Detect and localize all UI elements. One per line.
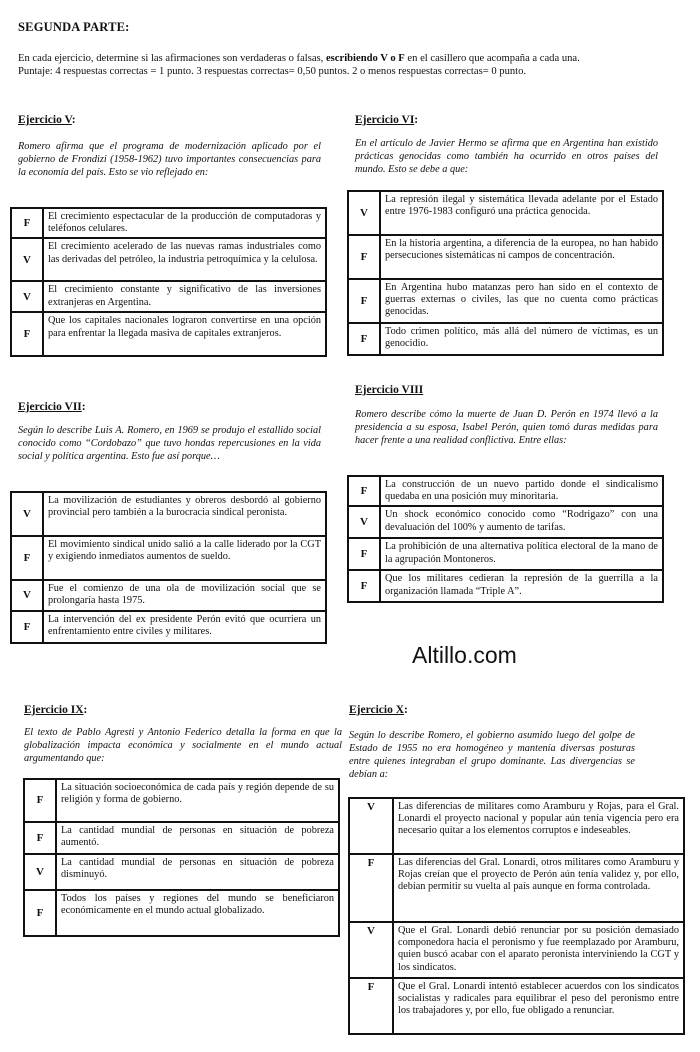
answer-cell[interactable]: V — [11, 492, 43, 536]
table-row — [348, 279, 663, 323]
statement-cell: En Argentina hubo matanzas pero han sido en el contexto de guerras externas o civiles, las que no cuenta como prácticas genocidas. — [380, 279, 663, 323]
statement-cell: El crecimiento espectacular de la producción de computadoras y teléfonos celulares. — [43, 208, 326, 238]
statement-cell: La intervención del ex presidente Perón evitó que ocurriera un enfrentamiento entre civiles y militares. — [43, 611, 326, 643]
answer-cell[interactable]: F — [11, 536, 43, 580]
exercise-vii-heading: Ejercicio VII: — [18, 401, 86, 413]
table-row — [11, 238, 326, 281]
answer-cell[interactable]: V — [24, 854, 56, 890]
table-row — [24, 779, 339, 822]
table-row — [11, 580, 326, 611]
table-row — [11, 611, 326, 643]
exercise-vii-intro: Según lo describe Luis A. Romero, en 1969 se produjo el estallido social conocido como “Cordobazo” que tuvo hondas repercusiones en la vida social y política argentina. Esto fue así porque… — [18, 425, 321, 462]
answer-cell[interactable]: F — [348, 476, 380, 506]
answer-cell[interactable]: F — [11, 208, 43, 238]
answer-cell[interactable]: F — [11, 312, 43, 356]
table-row — [348, 570, 663, 602]
exercise-vi-intro: En el artículo de Javier Hermo se afirma que en Argentina han existido prácticas genocidas como también ha ocurrido en otros países del mundo. Esto se debe a que: — [355, 138, 658, 175]
statement-cell: La cantidad mundial de personas en situación de pobreza disminuyó. — [56, 854, 339, 890]
statement-cell: Que el Gral. Lonardi intentó establecer acuerdos con los sindicatos socialistas y radicales para equilibrar el peso del peronismo entre los trabajadores y, por ello, fue obligado a renunciar. — [393, 978, 684, 1034]
instructions — [18, 52, 648, 78]
statement-cell: La cantidad mundial de personas en situación de pobreza aumentó. — [56, 822, 339, 854]
exercise-viii-table — [347, 475, 664, 603]
answer-cell[interactable]: F — [348, 235, 380, 279]
exercise-v-table — [10, 207, 327, 357]
table-row — [348, 476, 663, 506]
exercise-vii-table — [10, 491, 327, 644]
statement-cell: Que el Gral. Lonardi debió renunciar por su posición demasiado componedora hacia el peronismo y fue reemplazado por Aramburu, quien buscó acabar con el aparato peronista interviniendo la CGT y los sindicatos. — [393, 922, 684, 978]
exercise-x-intro: Según lo describe Romero, el gobierno asumido luego del golpe de Estado de 1955 no era homogéneo y mantenía diversas posturas entre quienes integraban el grupo dominante. Las divergencias se debían a: — [349, 730, 635, 780]
exercise-vi-heading: Ejercicio VI: — [355, 114, 419, 126]
exercise-v-heading: Ejercicio V: — [18, 114, 76, 126]
answer-cell[interactable]: F — [348, 323, 380, 355]
statement-cell: Un shock económico conocido como “Rodrigazo” con una devaluación del 100% y aumento de tarifas. — [380, 506, 663, 538]
page-title: SEGUNDA PARTE: — [18, 20, 130, 34]
answer-cell[interactable]: V — [348, 191, 380, 235]
table-row — [11, 208, 326, 238]
table-row — [349, 854, 684, 922]
statement-cell: Las diferencias del Gral. Lonardi, otros militares como Aramburu y Rojas creían que el proyecto de Perón aún tenía validez y, por ello, debían permitir su vuelta al país aunque en forma controlada. — [393, 854, 684, 922]
statement-cell: La represión ilegal y sistemática llevada adelante por el Estado entre 1976-1983 configuró una práctica genocida. — [380, 191, 663, 235]
exercise-viii-heading: Ejercicio VIII — [355, 384, 424, 396]
statement-cell: Las diferencias de militares como Aramburu y Rojas, para el Gral. Lonardi el proyecto nacional y popular aún tenía vigencia pero era necesario quitar a los elementos corruptos e indeseables. — [393, 798, 684, 854]
exercise-ix-table — [23, 778, 340, 937]
statement-cell: El movimiento sindical unido salió a la calle liderado por la CGT y exigiendo inmediatos aumentos de sueldo. — [43, 536, 326, 580]
instruction-text: En cada ejercicio, determine si las afirmaciones son verdaderas o falsas, — [18, 53, 324, 64]
exercise-x-table — [348, 797, 685, 1035]
exercise-ix-intro: El texto de Pablo Agresti y Antonio Federico detalla la forma en que la globalización impacta económica y socialmente en el mundo actual argumentando que: — [24, 727, 342, 764]
answer-cell[interactable]: F — [349, 854, 393, 922]
answer-cell[interactable]: F — [348, 538, 380, 570]
exercise-vi-table — [347, 190, 664, 356]
table-row — [349, 798, 684, 854]
table-row — [348, 235, 663, 279]
answer-cell[interactable]: F — [24, 822, 56, 854]
table-row — [24, 822, 339, 854]
answer-cell[interactable]: F — [24, 890, 56, 936]
statement-cell: La situación socioeconómica de cada país y región depende de su religión y forma de gobierno. — [56, 779, 339, 822]
instruction-emphasis: escribiendo V o F — [325, 53, 405, 64]
statement-cell: Que los militares cedieran la represión de la guerrilla a la organización llamada “Triple A”. — [380, 570, 663, 602]
answer-cell[interactable]: V — [349, 798, 393, 854]
statement-cell: Todo crimen político, más allá del número de víctimas, es un genocidio. — [380, 323, 663, 355]
statement-cell: En la historia argentina, a diferencia de la europea, no han habido persecuciones sistemáticas ni campos de concentración. — [380, 235, 663, 279]
exercise-ix-heading: Ejercicio IX: — [24, 704, 88, 716]
table-row — [349, 978, 684, 1034]
answer-cell[interactable]: V — [11, 580, 43, 611]
answer-cell[interactable]: F — [348, 570, 380, 602]
answer-cell[interactable]: V — [349, 922, 393, 978]
statement-cell: El crecimiento constante y significativo de las inversiones extranjeras en Argentina. — [43, 281, 326, 312]
table-row — [24, 890, 339, 936]
table-row — [24, 854, 339, 890]
table-row — [11, 312, 326, 356]
statement-cell: Fue el comienzo de una ola de movilización social que se prolongaría hasta 1975. — [43, 580, 326, 611]
statement-cell: Todos los países y regiones del mundo se beneficiaron económicamente en el mundo actual globalizado. — [56, 890, 339, 936]
answer-cell[interactable]: F — [349, 978, 393, 1034]
table-row — [348, 323, 663, 355]
answer-cell[interactable]: F — [11, 611, 43, 643]
statement-cell: Que los capitales nacionales lograron convertirse en una opción para enfrentar la llegada masiva de capitales extranjeros. — [43, 312, 326, 356]
instruction-text-end: en el casillero que acompaña a cada una. — [407, 53, 580, 64]
table-row — [348, 191, 663, 235]
brand-text: Altillo.com — [412, 642, 517, 668]
answer-cell[interactable]: F — [24, 779, 56, 822]
exercise-x-heading: Ejercicio X: — [349, 704, 408, 716]
answer-cell[interactable]: V — [11, 238, 43, 281]
exercise-v-intro: Romero afirma que el programa de modernización aplicado por el gobierno de Frondizi (1958-1962) tuvo importantes consecuencias para la economía del país. Esto se vio reflejado en: — [18, 141, 321, 178]
statement-cell: La construcción de un nuevo partido donde el sindicalismo quedaba en una posición muy minoritaria. — [380, 476, 663, 506]
table-row — [11, 536, 326, 580]
table-row — [11, 492, 326, 536]
scoring-text: Puntaje: 4 respuestas correctas = 1 punto. 3 respuestas correctas= 0,50 puntos. 2 o menos respuestas correctas= 0 punto. — [18, 66, 527, 77]
table-row — [348, 506, 663, 538]
statement-cell: La movilización de estudiantes y obreros desbordó al gobierno provincial pero también a la burocracia sindical peronista. — [43, 492, 326, 536]
table-row — [11, 281, 326, 312]
table-row — [349, 922, 684, 978]
exercise-viii-intro: Romero describe cómo la muerte de Juan D. Perón en 1974 llevó a la presidencia a su esposa, Isabel Perón, quien tomó duras medidas para hacer frente a una realidad conflictiva. Entre ellas: — [355, 409, 658, 446]
statement-cell: La prohibición de una alternativa política electoral de la mano de la agrupación Montoneros. — [380, 538, 663, 570]
answer-cell[interactable]: V — [348, 506, 380, 538]
statement-cell: El crecimiento acelerado de las nuevas ramas industriales como las derivadas del petróleo, la industria petroquímica y la celulosa. — [43, 238, 326, 281]
table-row — [348, 538, 663, 570]
answer-cell[interactable]: V — [11, 281, 43, 312]
answer-cell[interactable]: F — [348, 279, 380, 323]
